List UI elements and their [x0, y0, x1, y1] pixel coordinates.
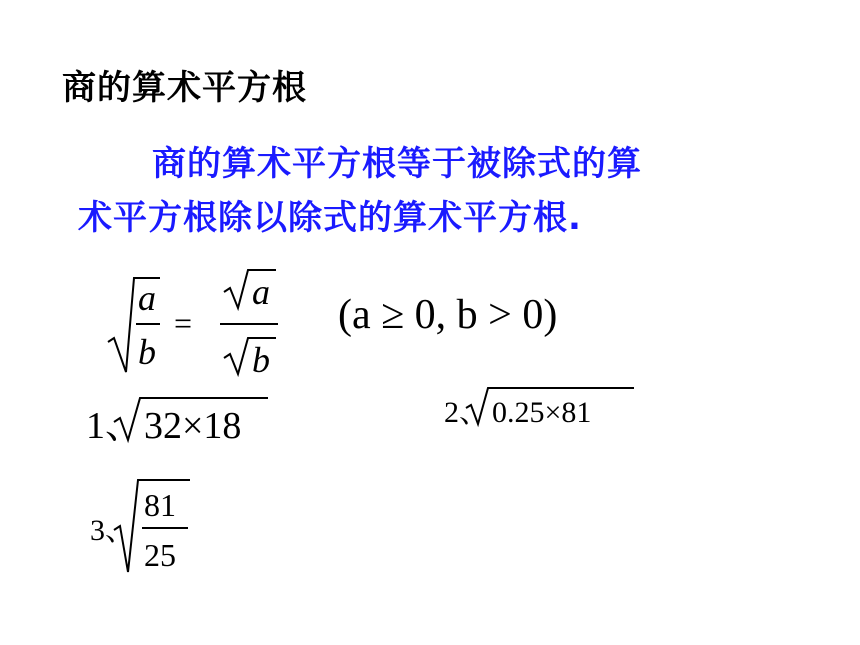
quotient-root-formula: [100, 260, 620, 390]
exercise-expression: 32×18: [144, 405, 242, 447]
rule-text-line2: 术平方根除以除式的算术平方根.: [78, 198, 582, 238]
exercise-2: [444, 384, 644, 430]
radicand-b: b: [252, 340, 270, 380]
equals-sign: =: [174, 305, 193, 341]
denominator-b: b: [138, 332, 156, 372]
exercise-label: 1、: [86, 405, 144, 447]
numerator: 81: [144, 487, 176, 523]
slide-title: 商的算术平方根: [62, 68, 307, 108]
exercise-1: [86, 392, 286, 448]
exercise-3: [90, 474, 210, 582]
numerator-a: a: [138, 278, 156, 318]
exercise-label: 2、: [444, 396, 489, 429]
exercise-label: 3、: [90, 514, 135, 547]
radicand-a: a: [252, 272, 270, 312]
denominator: 25: [144, 537, 176, 573]
exercise-expression: 0.25×81: [492, 396, 592, 429]
condition: (a ≥ 0, b > 0): [338, 292, 558, 338]
rule-text-line1: 商的算术平方根等于被除式的算: [152, 144, 642, 184]
